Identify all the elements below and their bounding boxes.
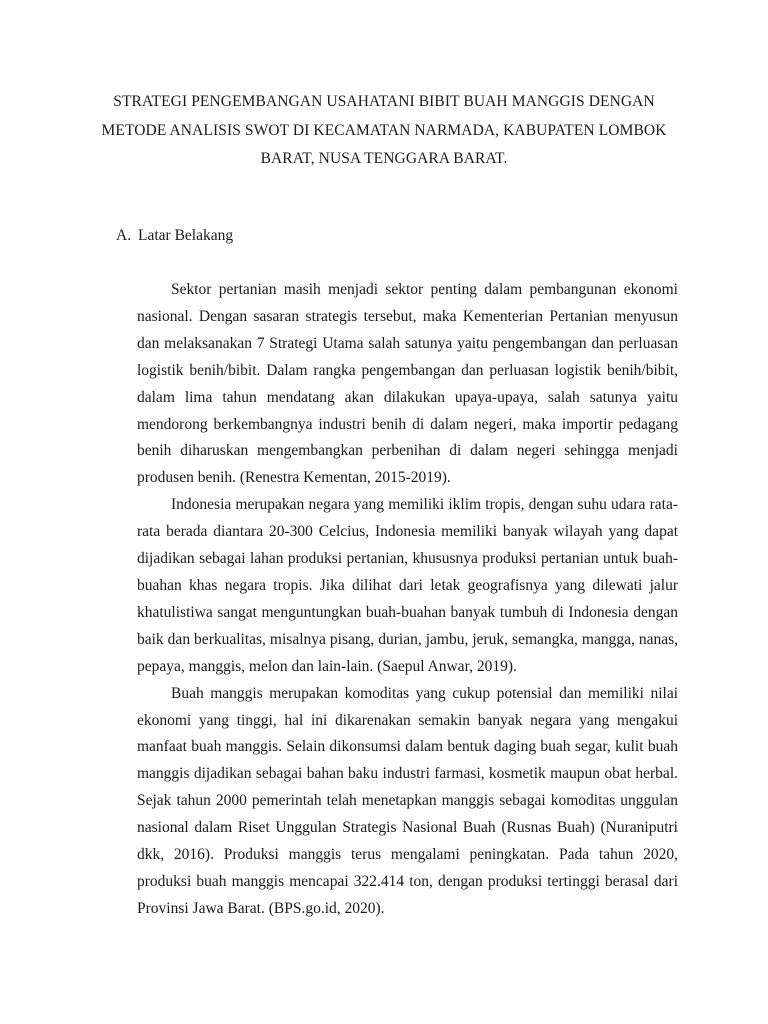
- body-text: [137, 277, 678, 923]
- title-line-3: BARAT, NUSA TENGGARA BARAT.: [260, 150, 508, 167]
- section-title: Latar Belakang: [138, 227, 234, 244]
- document-title: [100, 88, 668, 174]
- section-letter: A.: [116, 227, 132, 244]
- section-heading: [116, 225, 233, 247]
- paragraph-3: Buah manggis merupakan komoditas yang cukup potensial dan memiliki nilai ekonomi yang tinggi, hal ini dikarenakan semakin banyak negara yang mengakui manfaat buah manggis. Selain dikonsumsi dalam bentuk daging buah segar, kulit buah manggis dijadikan sebagai bahan baku industri farmasi, kosmetik maupun obat herbal. Sejak tahun 2000 pemerintah telah menetapkan manggis sebagai komoditas unggulan nasional dalam Riset Unggulan Strategis Nasional Buah (Rusnas Buah) (Nuraniputri dkk, 2016). Produksi manggis terus mengalami peningkatan. Pada tahun 2020, produksi buah manggis mencapai 322.414 ton, dengan produksi tertinggi berasal dari Provinsi Jawa Barat. (BPS.go.id, 2020).: [137, 684, 678, 917]
- paragraph-2: Indonesia merupakan negara yang memiliki iklim tropis, dengan suhu udara rata-rata berada diantara 20-300 Celcius, Indonesia memiliki banyak wilayah yang dapat dijadikan sebagai lahan produksi pertanian, khususnya produksi pertanian untuk buah-buahan khas negara tropis. Jika dilihat dari letak geografisnya yang dilewati jalur khatulistiwa sangat menguntungkan buah-buahan banyak tumbuh di Indonesia dengan baik dan berkualitas, misalnya pisang, durian, jambu, jeruk, semangka, mangga, nanas, pepaya, manggis, melon dan lain-lain. (Saepul Anwar, 2019).: [137, 496, 678, 675]
- title-line-1: STRATEGI PENGEMBANGAN USAHATANI BIBIT BUAH MANGGIS DENGAN: [113, 93, 655, 110]
- paragraph-1: Sektor pertanian masih menjadi sektor penting dalam pembangunan ekonomi nasional. Dengan sasaran strategis tersebut, maka Kementerian Pertanian menyusun dan melaksanakan 7 Strategi Utama salah satunya yaitu pengembangan dan perluasan logistik benih/bibit. Dalam rangka pengembangan dan perluasan logistik benih/bibit, dalam lima tahun mendatang akan dilakukan upaya-upaya, salah satunya yaitu mendorong berkembangnya industri benih di dalam negeri, maka importir pedagang benih diharuskan mengembangkan perbenihan di dalam negeri sehingga menjadi produsen benih. (Renestra Kementan, 2015-2019).: [137, 281, 678, 487]
- title-line-2: METODE ANALISIS SWOT DI KECAMATAN NARMADA, KABUPATEN LOMBOK: [101, 121, 667, 139]
